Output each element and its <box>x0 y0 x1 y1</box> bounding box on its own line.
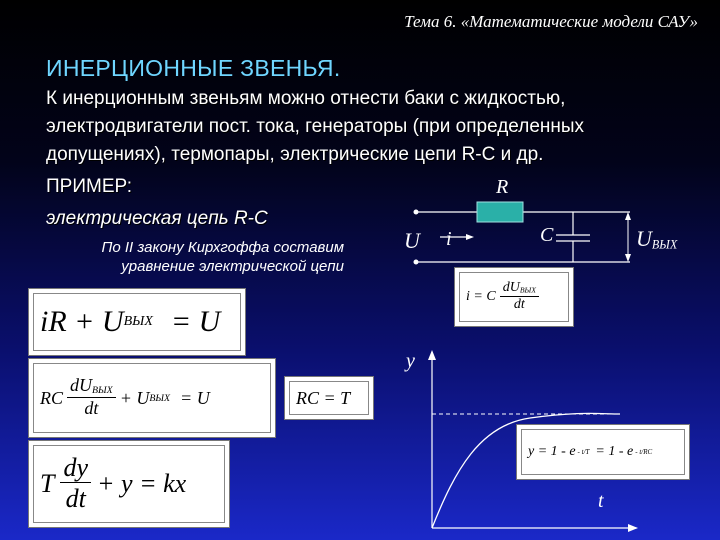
current-equation: i = C $\frac{dU_{ВЫХ}}{dt}$ <box>454 267 574 327</box>
t-axis-arrow-icon <box>628 524 638 532</box>
rc-differential-equation: RC $\frac{\text{dUВЫХ}}{dt}$ + U ВЫХ = U <box>28 358 276 438</box>
example-label: ПРИМЕР: <box>46 176 133 197</box>
step-response-equation: y = 1 - e - t/T = 1 - e - t/RC <box>516 424 690 480</box>
input-voltage-label: U <box>404 228 420 253</box>
resistor-label: R <box>496 176 509 198</box>
t-axis-label: t <box>598 490 604 512</box>
current-label: i <box>446 228 452 250</box>
capacitor-label: C <box>540 224 554 246</box>
output-voltage-label: $U_{ВЫХ}$ <box>636 226 678 252</box>
terminal-dot-top <box>414 210 419 215</box>
time-constant-equation: RC = T <box>284 376 374 420</box>
current-arrow-icon <box>466 234 474 240</box>
resistor-shape <box>477 202 523 222</box>
terminal-dot-bottom <box>414 260 419 265</box>
kirchhoff-text: По II закону Кирхгоффа составим уравнение электрической цепи <box>101 239 344 275</box>
output-voltage-arrow <box>625 212 631 262</box>
circuit-name: электрическая цепь R-C <box>46 208 268 229</box>
first-order-equation: T $\frac{dy}{dt}$ + y = kx <box>28 440 230 528</box>
y-axis-label: y <box>406 350 415 372</box>
slide-title: ИНЕРЦИОННЫЕ ЗВЕНЬЯ. <box>46 55 341 81</box>
y-axis-arrow-icon <box>428 350 436 360</box>
topic-header: Тема 6. «Математические модели САУ» <box>404 12 698 31</box>
kirchhoff-equation: iR + U ВЫХ = U <box>28 288 246 356</box>
intro-paragraph: К инерционным звеньям можно отнести баки с жидкостью, электродвигатели пост. тока, генераторы (при определенных допущениях), термопары, электрические цепи R-C и др. <box>46 88 585 165</box>
